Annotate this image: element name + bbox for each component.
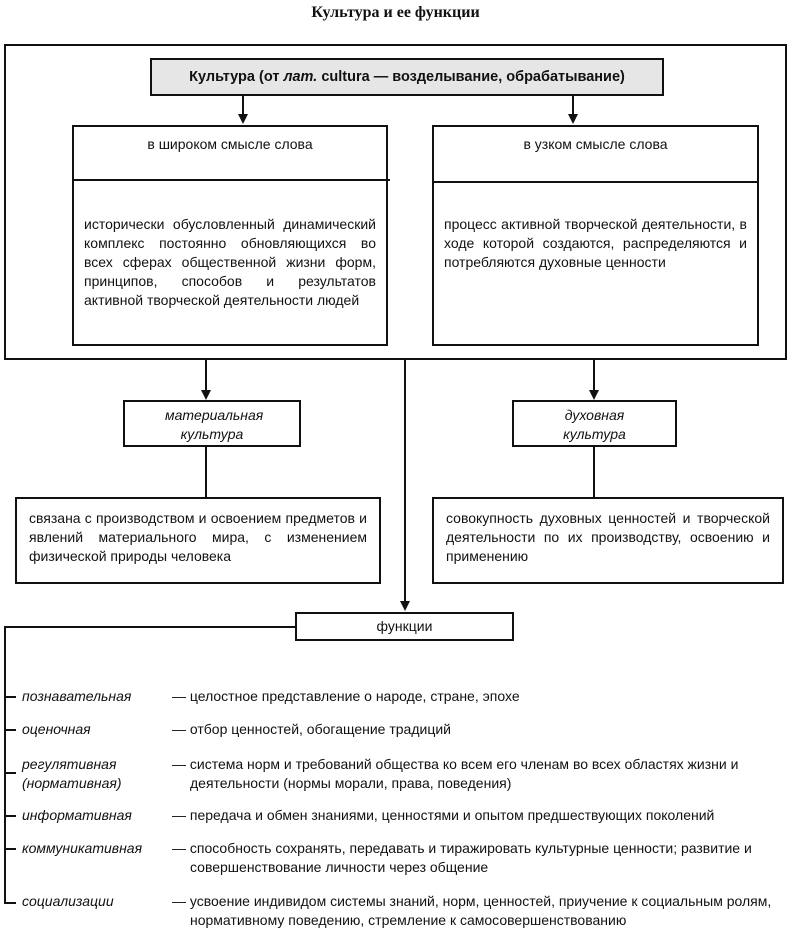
branch: [4, 815, 16, 817]
root-prefix: Культура (от: [189, 69, 284, 85]
branch: [4, 848, 16, 850]
functions-box: функции: [295, 612, 514, 641]
function-name: оценочная: [22, 721, 91, 737]
connector: [205, 360, 207, 391]
connector: [242, 96, 244, 116]
function-desc: — передача и обмен знаниями, ценностями и опытом предшествующих поколений: [172, 807, 715, 823]
connector: [593, 447, 595, 498]
material-culture-desc: связана с производством и освоением предметов и явлений материального мира, с изменением физической природы человека: [15, 497, 381, 584]
arrow-down-icon: [568, 114, 578, 124]
branch: [4, 696, 16, 698]
diagram-title: Культура и ее функции: [311, 4, 480, 21]
arrow-down-icon: [589, 390, 599, 400]
arrow-down-icon: [238, 114, 248, 124]
broad-body: исторически обусловленный динамический комплекс постоянно обновляющихся во всех сферах общественной жизни форм, принципов, способов и результатов активной творческой деятельности людей: [84, 216, 376, 308]
function-name: социализации: [22, 893, 114, 909]
broad-header: в широком смысле слова: [147, 136, 313, 152]
function-name: коммуникативная: [22, 840, 143, 856]
function-desc: — способность сохранять, передавать и тиражировать культурные ценности; развитие и совершенствование личности через общение: [172, 840, 752, 875]
root-suffix: cultura — возделывание, обрабатывание): [317, 69, 625, 85]
spiritual-culture-box: духовная культура: [512, 400, 677, 447]
narrow-header: в узком смысле слова: [523, 136, 668, 152]
functions-trunk: [4, 626, 6, 904]
connector: [205, 447, 207, 498]
divider: [74, 179, 390, 181]
function-name: познавательная: [22, 688, 132, 704]
function-desc: — отбор ценностей, обогащение традиций: [172, 721, 451, 737]
branch: [4, 772, 16, 774]
root-concept-box: [150, 58, 664, 96]
connector: [572, 96, 574, 116]
branch: [4, 729, 16, 731]
function-name: информативная: [22, 807, 132, 823]
narrow-body: процесс активной творческой деятельности, в ходе которой создаются, распределяются и потребляются духовные ценности: [444, 216, 747, 270]
connector: [4, 626, 296, 628]
connector: [593, 360, 595, 391]
function-name: регулятивная (нормативная): [22, 756, 122, 791]
root-lat: лат.: [283, 69, 318, 85]
spiritual-culture-desc: совокупность духовных ценностей и творческой деятельности по их производству, освоению и применению: [432, 497, 784, 584]
function-desc: — усвоение индивидом системы знаний, норм, ценностей, приучение к социальным ролям, нормативному поведению, стремление к самосовершенствованию: [172, 893, 772, 928]
function-desc: — целостное представление о народе, стране, эпохе: [172, 688, 520, 704]
arrow-down-icon: [400, 601, 410, 611]
branch: [4, 902, 16, 904]
arrow-down-icon: [201, 390, 211, 400]
broad-meaning-box: [72, 125, 388, 346]
connector: [404, 360, 406, 602]
divider: [434, 181, 757, 183]
narrow-meaning-box: [432, 125, 759, 346]
function-desc: — система норм и требований общества ко всем его членам во всех областях жизни и деятельности (нормы морали, права, поведения): [172, 756, 739, 791]
material-culture-box: материальная культура: [123, 400, 301, 447]
